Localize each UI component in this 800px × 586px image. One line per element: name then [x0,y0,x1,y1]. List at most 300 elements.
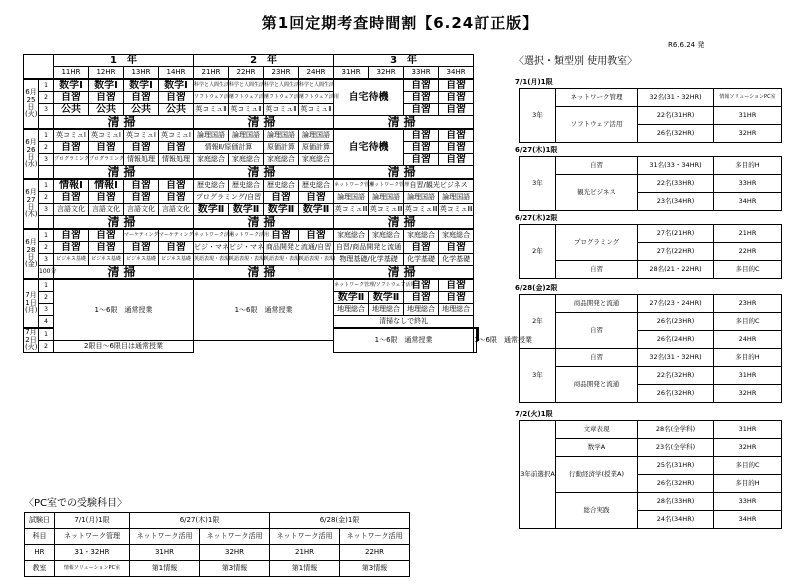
room-row [520,493,782,511]
subject-cell: 商品開発と流通/自習 [264,242,334,254]
period-number: 3 [39,154,54,166]
subject-cell: 自習 [404,79,439,92]
section-heading: 7/1(月)1限 [515,78,553,86]
period-number: 3 [39,204,54,216]
room-name: 33HR [714,493,782,511]
subject-cell: 英コミュⅠ [89,129,124,142]
period-row [24,79,479,92]
subject-cell: 歴史総合 [194,179,229,192]
subject-cell: ソフトウェア活用 [194,92,229,104]
subject-cell: 論理国語 [229,129,264,142]
subject-cell: 情報処理 [124,154,159,166]
room-row [520,107,782,125]
student-count: 22名(31HR) [638,107,714,125]
subject-cell: 自習 [404,129,439,142]
subject-cell: 情報Ⅰ [54,179,89,192]
student-count: 26名(32HR) [638,385,714,403]
day-label: 6月27日(木) [24,179,39,229]
student-count: 27名(21HR) [638,225,714,243]
grade-group: 2年 [520,225,556,279]
subject-cell: 家庭総合 [439,229,474,242]
subject-cell: 科学と人間生活 [299,79,334,92]
student-count: 27名(23・24HR) [638,295,714,313]
subject-cell: 言語文化 [124,204,159,216]
cleaning-cell: 清掃 [334,166,474,180]
subject-cell: 自習 [439,92,474,104]
hr-header: 13HR [124,67,159,80]
period-row [24,142,479,154]
pc-row [25,529,410,545]
page-title: 第1回定期考査時間割【6.24訂正版】 [261,14,539,32]
subject-cell: 自習 [439,79,474,92]
period-number: 2 [39,292,54,304]
room-name: 21HR [714,225,782,243]
pc-cell: 教室 [25,561,55,577]
subject-cell: 自習 [404,154,439,166]
room-name: 多目的H [714,475,782,493]
cleaning-cell: 清掃 [194,116,334,130]
student-count: 26名(32HR) [638,475,714,493]
subject-cell: ネットワーク活用 [229,229,264,242]
subject-cell: 化学基礎 [439,254,474,266]
subject-cell: 自習 [439,154,474,166]
room-name: 多目的H [714,349,782,367]
period-row [24,104,479,116]
subject-cell: 科学と人間生活 [194,79,229,92]
subject-cell: 自習 [159,142,194,154]
room-name: 多目的C [714,457,782,475]
subject-name: 自習 [556,157,638,175]
period-number: 2 [39,192,54,204]
section-heading: 7/2(火)1限 [515,410,553,418]
pc-cell: 6/28(金)1限 [270,513,410,529]
subject-cell: 数学Ⅱ [299,204,334,216]
room-name: 33HR [714,175,782,193]
subject-cell: 自習 [124,142,159,154]
subject-cell: 英コミュⅠ [159,129,194,142]
subject-name: 総合実践 [556,493,638,529]
subject-name: 文章表現 [556,421,638,439]
cleaning-cell: 清掃 [54,116,194,130]
subject-cell: 1～6限 通常授業 [194,279,334,341]
subject-cell: 自習 [89,242,124,254]
room-assignment-title: 〈選択・類型別 使用教室〉 [514,56,638,67]
room-name: 多目的C [714,261,782,279]
subject-cell: 論理国語 [334,192,369,204]
pc-cell: 第3情報 [340,561,410,577]
period-number: 1 [39,279,54,292]
subject-name: 商品開発と流通 [556,367,638,403]
subject-cell: 自習 [439,129,474,142]
subject-cell: ネットワーク活用 [194,229,229,242]
subject-cell: ネットワーク管理 [369,179,404,192]
subject-cell: ソフトウェア活用 [229,92,264,104]
day-label: 7月1日(月) [24,279,39,328]
subject-cell: 自習 [89,192,124,204]
room-name: 32HR [714,125,782,143]
pc-cell: ネットワーク活用 [270,529,340,545]
subject-cell: 自習/観光ビジネス [404,179,474,192]
pc-cell: 21HR [270,545,340,561]
hr-header: 34HR [439,67,474,80]
subject-cell: 英コミュⅠ [124,129,159,142]
room-row [520,89,782,107]
extra-note: 100分 [39,266,54,280]
subject-cell: 論理国語 [299,129,334,142]
subject-cell: プログラミング [54,154,89,166]
student-count: 22名(32HR) [638,367,714,385]
period-number: 3 [39,254,54,266]
grade-group: 3年 [520,89,556,143]
hr-header: 21HR [194,67,229,80]
subject-cell: 自習 [54,192,89,204]
grade-header: 3 年 [334,55,474,67]
pc-cell: HR [25,545,55,561]
subject-cell: 家庭総合 [369,229,404,242]
pc-room-table [24,512,410,577]
subject-cell: 自習 [159,242,194,254]
period-number: 3 [39,104,54,116]
subject-cell: 自習 [89,142,124,154]
grade-group: 3年前選択A [520,421,556,529]
subject-cell: 自習 [159,179,194,192]
period-number: 2 [39,341,54,353]
room-row [520,295,782,313]
subject-cell: 自習 [264,229,299,242]
pc-cell: 22HR [340,545,410,561]
subject-cell: 数学Ⅱ [229,204,264,216]
pc-cell: 6/27(木)1限 [130,513,270,529]
day-label: 6月28日(金) [24,229,39,279]
subject-cell: 自習 [54,229,89,242]
pc-cell: 試験日 [25,513,55,529]
room-name: 31HR [714,367,782,385]
subject-cell: 英コミュⅢ [404,204,439,216]
subject-cell: 言語文化 [159,204,194,216]
pc-cell: ネットワーク活用 [130,529,200,545]
corner-cell [24,55,54,80]
subject-cell: 地理総合 [369,304,404,316]
pc-cell: ネットワーク活用 [340,529,410,545]
subject-cell: 公共 [124,104,159,116]
room-row [520,175,782,193]
pc-cell: 31HR [130,545,200,561]
subject-cell: 情報処理 [159,154,194,166]
issue-date: R6.6.24 発 [668,41,705,49]
pc-cell: 7/1(月)1限 [55,513,130,529]
subject-name: プログラミング [556,225,638,261]
hr-header: 22HR [229,67,264,80]
period-row [24,129,479,142]
subject-cell: 英コミュⅡ [264,104,299,116]
subject-cell: マーケティング [159,229,194,242]
room-name: 多目的H [714,157,782,175]
subject-name: ソフトウェア活用 [556,107,638,143]
subject-name: 自習 [556,313,638,349]
subject-cell: 自習 [124,92,159,104]
pc-cell: 第3情報 [200,561,270,577]
cleaning-cell: 清掃 [54,266,194,280]
hr-header: 33HR [404,67,439,80]
period-number: 4 [39,316,54,329]
subject-cell: 英コミュⅢ [334,204,369,216]
subject-name: 行動経済学(授業A) [556,457,638,493]
period-number: 2 [39,92,54,104]
day-label: 6月25日(火) [24,79,39,129]
pc-row [25,513,410,529]
student-count: 23名(34HR) [638,193,714,211]
student-count: 25名(31HR) [638,457,714,475]
period-row [24,254,479,266]
cleaning-row [24,116,479,130]
hr-header: 11HR [54,67,89,80]
student-count: 27名(22HR) [638,243,714,261]
period-number: 1 [39,79,54,92]
cleaning-cell: 清掃 [54,216,194,230]
room-row [520,157,782,175]
subject-cell: 家庭総合 [299,154,334,166]
subject-cell: ビジ・マネ [229,242,264,254]
subject-cell: 自習 [439,104,474,116]
subject-cell: 論理国語 [369,192,404,204]
student-count: 28名(21・22HR) [638,261,714,279]
period-number [39,166,54,180]
subject-cell: 英コミュⅠ [54,129,89,142]
student-count: 32名(31・32HR) [638,349,714,367]
subject-cell: 自習 [404,104,439,116]
subject-cell: ビジネス基礎 [159,254,194,266]
subject-cell: 英語表現・表現Ⅰ [194,254,229,266]
hr-header-row [24,67,479,80]
room-row [520,439,782,457]
subject-cell: 言語文化 [54,204,89,216]
grade-group: 2年 [520,295,556,349]
hr-header: 14HR [159,67,194,80]
subject-cell: 自習 [439,142,474,154]
student-count: 31名(33・34HR) [638,157,714,175]
subject-cell: 英語表現・表現Ⅰ [299,254,334,266]
room-row [520,367,782,385]
subject-cell: 1～6限 通常授業 [334,328,474,353]
grade-header: 1 年 [54,55,194,67]
subject-cell: 自習 [404,279,439,292]
subject-cell: 物理基礎/化学基礎 [334,254,404,266]
subject-cell: 自習 [54,242,89,254]
subject-cell: 家庭総合 [334,229,369,242]
subject-cell: 論理国語 [264,129,299,142]
room-name: 22HR [714,243,782,261]
room-name: 24HR [714,331,782,349]
subject-cell: 自習 [299,192,334,204]
subject-cell: 自習 [124,179,159,192]
subject-cell: 公共 [159,104,194,116]
grade-header-row [24,55,479,67]
hr-header: 24HR [299,67,334,80]
pc-cell: 情報ソリューションPC室 [55,561,130,577]
subject-cell: 数学Ⅰ [159,79,194,92]
pc-cell: 科目 [25,529,55,545]
subject-cell: マーケティング [124,229,159,242]
period-number: 1 [39,328,54,341]
subject-cell: 自習 [299,229,334,242]
room-table [519,156,782,211]
student-count: 26名(32HR) [638,125,714,143]
subject-cell: 英コミュⅡ [229,104,264,116]
subject-cell: 地理総合 [404,304,439,316]
subject-cell: 言語文化 [89,204,124,216]
subject-cell: 英コミュⅡ [299,104,334,116]
subject-cell: 論理国語 [439,192,474,204]
subject-cell: 数学Ⅱ [369,292,404,304]
subject-cell: 英コミュⅢ [369,204,404,216]
subject-cell: 公共 [89,104,124,116]
section-heading: 6/27(木)1限 [515,146,558,154]
period-number: 1 [39,229,54,242]
subject-cell: 英語表現・表現Ⅰ [264,254,299,266]
subject-cell: 2限目～6限目は通常授業 [54,341,194,353]
period-row [24,242,479,254]
subject-cell: 歴史総合 [229,179,264,192]
subject-name: 自習 [556,261,638,279]
subject-cell: ビジネス基礎 [124,254,159,266]
room-row [520,313,782,331]
subject-cell: 数学Ⅱ [334,292,369,304]
period-row [24,279,479,292]
subject-cell: 数学Ⅱ [264,204,299,216]
subject-cell: 自習 [404,242,439,254]
period-number: 2 [39,142,54,154]
hr-header: 23HR [264,67,299,80]
subject-cell: 自習 [159,192,194,204]
period-row [24,154,479,166]
subject-cell: 英コミュⅡ [194,104,229,116]
student-count: 28名(33HR) [638,493,714,511]
room-name: 34HR [714,511,782,529]
subject-cell: 自習/商品開発と流通 [334,242,404,254]
room-name: 34HR [714,193,782,211]
pc-cell: 31・32HR [55,545,130,561]
subject-cell: 1～6限 通常授業 [474,328,476,353]
subject-cell: 清掃なしで終礼 [334,316,474,329]
subject-cell: 科学と人間生活 [229,79,264,92]
subject-cell: 自習 [54,92,89,104]
subject-cell: 自習 [54,142,89,154]
student-count: 26名(23HR) [638,313,714,331]
period-number: 2 [39,242,54,254]
subject-cell: ビジ・マネ [194,242,229,254]
subject-cell: 数学Ⅰ [89,79,124,92]
subject-name: 商品開発と流通 [556,295,638,313]
pc-cell: 第1情報 [270,561,340,577]
cleaning-cell: 清掃 [54,166,194,180]
pc-cell: 32HR [200,545,270,561]
period-row [24,204,479,216]
period-row [24,92,479,104]
cleaning-cell: 清掃 [334,216,474,230]
pc-cell: ネットワーク活用 [200,529,270,545]
subject-cell: 自習 [404,92,439,104]
room-table [519,224,782,279]
subject-cell: 家庭総合 [264,154,299,166]
subject-cell: 自宅待機 [334,79,404,116]
cleaning-cell: 清掃 [194,266,334,280]
subject-cell: 家庭総合 [229,154,264,166]
subject-name: 数学A [556,439,638,457]
room-name: 32HR [714,439,782,457]
period-number: 3 [39,304,54,316]
cleaning-row [24,166,479,180]
subject-cell: 自習 [264,192,299,204]
subject-cell: 英コミュⅢ [439,204,474,216]
exam-timetable [23,54,533,353]
room-table [519,88,782,143]
pc-room-title: 〈PC室での受験科目〉 [24,498,128,509]
subject-cell: 公共 [54,104,89,116]
subject-cell: 数学Ⅰ [124,79,159,92]
subject-cell: 自習 [404,142,439,154]
room-table [519,294,782,403]
subject-cell: 数学Ⅱ [194,204,229,216]
subject-cell: ビジネス基礎 [89,254,124,266]
subject-cell: 情報Ⅰ [89,179,124,192]
room-row [520,225,782,243]
subject-cell: 情報Ⅱ/原価計算 [194,142,264,154]
student-count: 28名(全学科) [638,421,714,439]
pc-row [25,545,410,561]
hr-header: 32HR [369,67,404,80]
room-name: 32HR [714,385,782,403]
room-row [520,457,782,475]
subject-cell: 科学と人間生活 [264,79,299,92]
pc-cell: 第1情報 [130,561,200,577]
subject-name: 観光ビジネス [556,175,638,211]
subject-cell: 数学Ⅰ [54,79,89,92]
subject-cell: 化学基礎 [404,254,439,266]
room-row [520,421,782,439]
room-row [520,349,782,367]
room-name: 23HR [714,295,782,313]
subject-cell: 地理総合 [439,304,474,316]
room-row [520,261,782,279]
subject-cell: 自習 [404,292,439,304]
section-heading: 6/28(金)2限 [515,284,558,292]
grade-group: 3年 [520,349,556,403]
cleaning-cell: 清掃 [334,266,474,280]
subject-cell: 英語表現・表現Ⅰ [229,254,264,266]
period-row [24,229,479,242]
day-label: 7月2日(火) [25,328,38,352]
subject-name: ネットワーク管理 [556,89,638,107]
subject-cell: 自習 [159,92,194,104]
subject-cell: 論理国語 [194,129,229,142]
hr-header: 12HR [89,67,124,80]
pc-cell: ネットワーク管理 [55,529,130,545]
cleaning-cell: 清掃 [334,116,474,130]
subject-cell: ソフトウェア活用 [264,92,299,104]
subject-cell: 自習 [439,242,474,254]
subject-cell: 歴史総合 [299,179,334,192]
subject-cell: 地理総合 [334,304,369,316]
cleaning-cell: 清掃 [194,166,334,180]
room-name: 31HR [714,421,782,439]
subject-cell: プログラミング [89,154,124,166]
subject-cell: プログラミング/自習 [194,192,264,204]
subject-cell: 自習 [124,192,159,204]
subject-name: 自習 [556,349,638,367]
hr-header: 31HR [334,67,369,80]
period-row [24,179,479,192]
student-count: 22名(33HR) [638,175,714,193]
